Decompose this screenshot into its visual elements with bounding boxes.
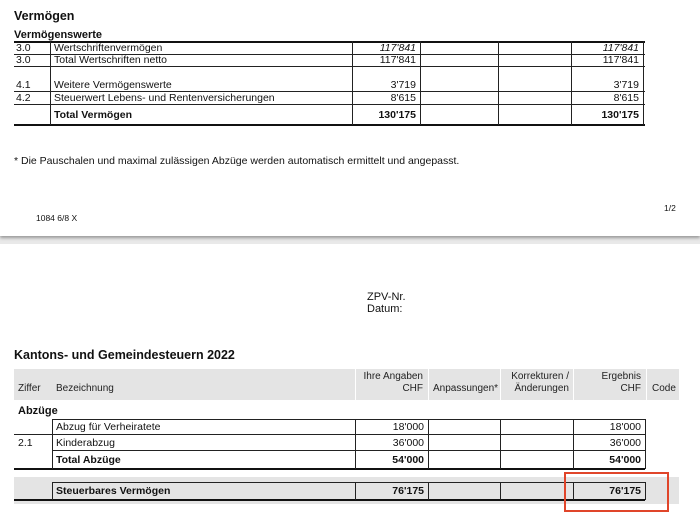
row-label: Total Wertschriften netto bbox=[54, 54, 168, 66]
row-rule bbox=[52, 482, 645, 483]
column-divider bbox=[50, 41, 51, 125]
header-code: Code bbox=[652, 383, 676, 394]
steuerbar-value-ergebnis: 76'175 bbox=[609, 485, 641, 497]
row-rule bbox=[52, 419, 645, 420]
row-value-ergebnis: 18'000 bbox=[609, 421, 641, 433]
row-rule bbox=[14, 104, 645, 105]
page-title: Vermögen bbox=[14, 9, 75, 23]
row-label: Weitere Vermögenswerte bbox=[54, 79, 172, 91]
section-title: Vermögenswerte bbox=[14, 29, 103, 41]
page-number: 1/2 bbox=[664, 203, 676, 213]
column-divider bbox=[643, 41, 644, 125]
page-title: Kantons- und Gemeindesteuern 2022 bbox=[14, 348, 235, 362]
row-ziffer: 4.1 bbox=[16, 79, 31, 91]
row-value-angaben: 3'719 bbox=[390, 79, 416, 91]
total-label: Total Vermögen bbox=[54, 109, 132, 121]
header-korrekturen: Korrekturen / bbox=[511, 371, 569, 382]
row-value-ergebnis: 3'719 bbox=[613, 79, 639, 91]
column-divider bbox=[498, 41, 499, 125]
total-value-angaben: 130'175 bbox=[378, 109, 416, 121]
row-rule bbox=[14, 499, 645, 501]
form-code: 1084 6/8 X bbox=[36, 213, 78, 223]
row-label: Kinderabzug bbox=[56, 437, 115, 449]
header-bezeichnung: Bezeichnung bbox=[56, 383, 114, 394]
header-divider bbox=[646, 369, 647, 400]
column-divider bbox=[428, 419, 429, 469]
zpv-label: ZPV-Nr. bbox=[367, 291, 406, 303]
steuerbar-value-angaben: 76'175 bbox=[392, 485, 424, 497]
document-page-2 bbox=[0, 244, 700, 527]
document-page-1 bbox=[0, 0, 700, 236]
row-label: Abzug für Verheiratete bbox=[56, 421, 161, 433]
header-divider bbox=[428, 369, 429, 400]
row-rule bbox=[14, 434, 645, 435]
column-divider bbox=[500, 419, 501, 469]
header-ergebnis: Ergebnis bbox=[601, 371, 641, 382]
header-korrekturen-2: Änderungen bbox=[514, 383, 569, 394]
row-value-angaben: 8'615 bbox=[390, 92, 416, 104]
row-value-angaben: 117'841 bbox=[379, 42, 416, 54]
column-divider bbox=[52, 419, 53, 469]
header-ergebnis-unit: CHF bbox=[620, 383, 641, 394]
total-value-ergebnis: 130'175 bbox=[601, 109, 639, 121]
table-bottom-rule bbox=[14, 468, 645, 470]
row-label: Wertschriftenvermögen bbox=[54, 42, 163, 54]
header-angaben: Ihre Angaben bbox=[363, 371, 423, 382]
row-ziffer: 3.0 bbox=[16, 42, 31, 54]
row-ziffer: 4.2 bbox=[16, 92, 31, 104]
total-label: Total Abzüge bbox=[56, 454, 121, 466]
footnote: * Die Pauschalen und maximal zulässigen Abzüge werden automatisch ermittelt und angepasst. bbox=[14, 155, 460, 167]
column-divider bbox=[420, 41, 421, 125]
row-label: Steuerwert Lebens- und Rentenversicherungen bbox=[54, 92, 275, 104]
datum-label: Datum: bbox=[367, 303, 403, 315]
row-value-angaben: 117'841 bbox=[379, 54, 416, 66]
total-value-angaben: 54'000 bbox=[392, 454, 424, 466]
header-anpassungen: Anpassungen* bbox=[433, 383, 499, 394]
total-value-ergebnis: 54'000 bbox=[609, 454, 641, 466]
column-divider bbox=[645, 419, 646, 469]
row-ziffer: 2.1 bbox=[18, 437, 33, 449]
table-bottom-rule bbox=[14, 124, 645, 126]
header-ziffer: Ziffer bbox=[18, 383, 41, 394]
steuerbar-label: Steuerbares Vermögen bbox=[56, 485, 171, 497]
row-rule bbox=[14, 66, 645, 67]
row-value-ergebnis: 117'841 bbox=[602, 42, 639, 54]
row-value-ergebnis: 36'000 bbox=[609, 437, 641, 449]
section-title: Abzüge bbox=[18, 405, 58, 417]
row-value-angaben: 18'000 bbox=[392, 421, 424, 433]
column-divider bbox=[500, 482, 501, 500]
row-ziffer: 3.0 bbox=[16, 54, 31, 66]
column-divider bbox=[52, 482, 53, 500]
header-angaben-unit: CHF bbox=[402, 383, 423, 394]
highlight-box bbox=[564, 472, 669, 512]
row-value-angaben: 36'000 bbox=[392, 437, 424, 449]
column-divider bbox=[428, 482, 429, 500]
row-rule bbox=[52, 450, 645, 451]
row-value-ergebnis: 117'841 bbox=[602, 54, 639, 66]
row-value-ergebnis: 8'615 bbox=[613, 92, 639, 104]
